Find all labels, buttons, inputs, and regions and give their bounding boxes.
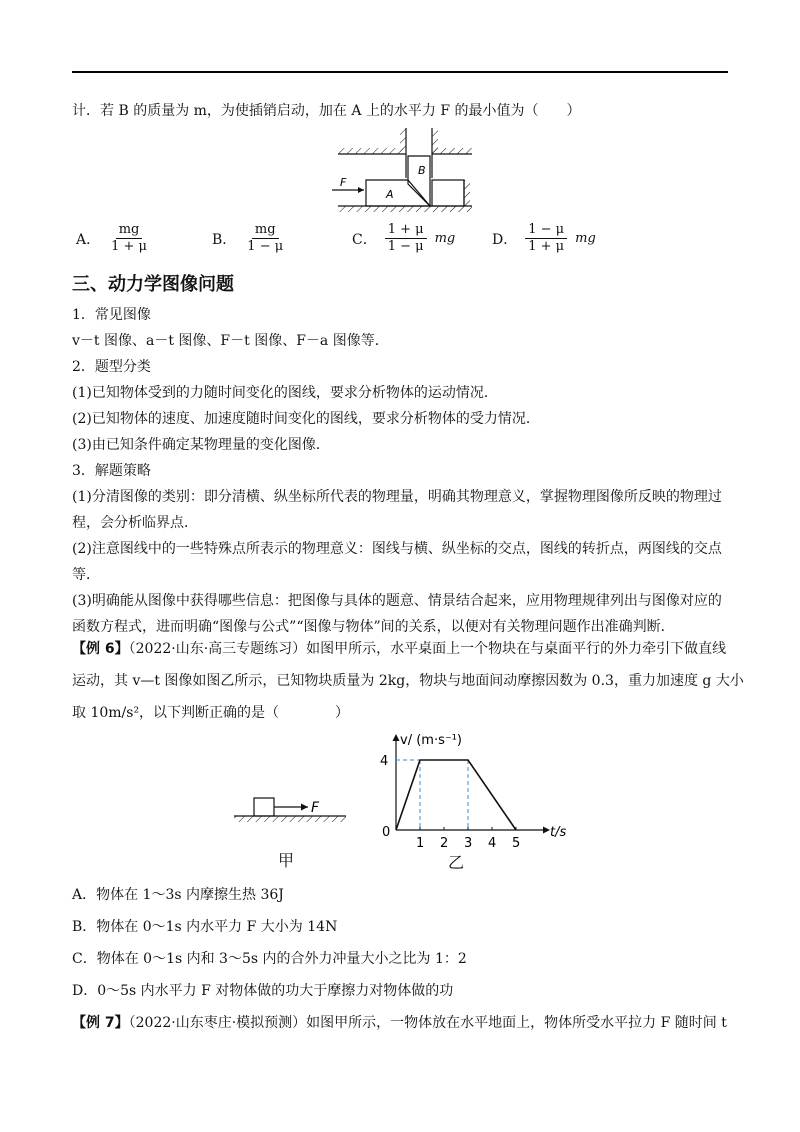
option-b[interactable] <box>212 222 286 255</box>
example6-line2: 运动，其 v—t 图像如图乙所示，已知物块质量为 2kg，物块与地面间动摩擦因数为 0.3，重力加速度 g 大小 <box>72 673 744 689</box>
option-a[interactable] <box>76 222 150 255</box>
paragraph-strategy-2a: (2)注意图线中的一些特殊点所表示的物理意义：图线与横、纵坐标的交点，图线的转折点，两图线的交点 <box>72 541 722 557</box>
block <box>254 798 274 816</box>
option-a-letter: A． <box>76 231 101 248</box>
option-c-den: 1 − μ <box>387 239 424 254</box>
vt-marks <box>380 754 520 851</box>
x-tick-label: 5 <box>512 836 521 851</box>
y-axis-label: v/ (m·s⁻¹) <box>400 733 462 748</box>
label-F-2: F <box>311 800 320 816</box>
option-c[interactable] <box>352 222 455 255</box>
option-d-suffix: mg <box>575 231 596 246</box>
label-F-1: F <box>340 176 347 189</box>
option-d[interactable] <box>492 222 596 255</box>
caption-jia: 甲 <box>278 851 295 870</box>
option6-b[interactable]: B．物体在 0～1s 内水平力 F 大小为 14N <box>72 919 338 935</box>
option-d-num: 1 − μ <box>525 222 567 239</box>
example6-text1: （2022·山东·高三专题练习）如图甲所示，水平桌面上一个物块在与桌面平行的外力牵引下做直线 <box>128 641 727 657</box>
y-tick-label: 4 <box>380 754 389 769</box>
x-tick-label: 2 <box>440 836 449 851</box>
option-d-letter: D． <box>492 231 518 248</box>
option6-d[interactable]: D．0～5s 内水平力 F 对物体做的功大于摩擦力对物体做的功 <box>72 983 454 999</box>
option6-a[interactable]: A．物体在 1～3s 内摩擦生热 36J <box>72 887 284 903</box>
x-tick-label: 4 <box>488 836 497 851</box>
example6-line1 <box>72 638 726 660</box>
option-a-fraction <box>108 222 150 255</box>
heading-question-types: 2．题型分类 <box>72 359 151 375</box>
heading-common-graphs: 1．常见图像 <box>72 307 151 323</box>
option-c-letter: C． <box>352 231 377 248</box>
example6-tag: 【例 6】 <box>72 641 129 657</box>
option-d-den: 1 + μ <box>528 239 565 254</box>
option-c-num: 1 + μ <box>385 222 427 239</box>
paragraph-strategy-3b: 函数方程式，进而明确“图像与公式”“图像与物体”间的关系，以便对有关物理问题作出准确判断． <box>72 619 675 635</box>
paragraph-strategy-2b: 等． <box>72 567 100 583</box>
latch-figure <box>330 128 480 214</box>
option-c-suffix: mg <box>434 231 456 246</box>
x-axis-arrow <box>543 827 550 834</box>
example7-line1 <box>72 1012 727 1034</box>
option-c-fraction <box>385 222 427 255</box>
intro-line: 计．若 B 的质量为 m，为使插销启动，加在 A 上的水平力 F 的最小值为（ ） <box>72 103 581 119</box>
option-b-num: mg <box>252 222 279 239</box>
example6-line3: 取 10m/s²，以下判断正确的是（ ） <box>72 705 350 721</box>
paragraph-type-2: (2)已知物体的速度、加速度随时间变化的图线，要求分析物体的受力情况． <box>72 411 540 427</box>
paragraph-strategy-3a: (3)明确能从图像中获得哪些信息：把图像与具体的题意、情景结合起来，应用物理规律列出与图像对应的 <box>72 593 722 609</box>
option-b-den: 1 − μ <box>247 239 284 254</box>
section-title: 三、动力学图像问题 <box>72 274 234 295</box>
paragraph-type-3: (3)由已知条件确定某物理量的变化图像． <box>72 437 330 453</box>
caption-yi: 乙 <box>448 853 465 872</box>
label-A: A <box>386 188 394 201</box>
x-tick-label: 3 <box>464 836 473 851</box>
paragraph-type-1: (1)已知物体受到的力随时间变化的图线，要求分析物体的运动情况． <box>72 385 498 401</box>
example7-tag: 【例 7】 <box>72 1015 129 1031</box>
heading-strategy: 3．解题策略 <box>72 463 151 479</box>
example7-text1: （2022·山东枣庄·模拟预测）如图甲所示，一物体放在水平地面上，物体所受水平拉力 F 随时间 t <box>128 1015 727 1031</box>
option-d-fraction <box>525 222 567 255</box>
paragraph-strategy-1a: (1)分清图像的类别：即分清横、纵坐标所代表的物理量，明确其物理意义，掌握物理图像所反映的物理过 <box>72 489 722 505</box>
option-a-den: 1 + μ <box>111 239 148 254</box>
vt-line <box>396 760 516 830</box>
header-rule <box>72 71 728 73</box>
origin-label: 0 <box>382 825 391 840</box>
option-b-fraction <box>244 222 286 255</box>
option-b-letter: B． <box>212 231 237 248</box>
paragraph-graph-types: v－t 图像、a－t 图像、F－t 图像、F－a 图像等． <box>72 333 389 349</box>
x-axis-label: t/s <box>550 825 567 840</box>
y-axis-arrow <box>393 734 400 741</box>
option-a-num: mg <box>116 222 143 239</box>
label-B: B <box>418 164 426 177</box>
option6-c[interactable]: C．物体在 0～1s 内和 3～5s 内的合外力冲量大小之比为 1：2 <box>72 951 467 967</box>
x-tick-label: 1 <box>416 836 425 851</box>
paragraph-strategy-1b: 程，会分析临界点． <box>72 515 198 531</box>
vt-chart <box>370 726 580 860</box>
